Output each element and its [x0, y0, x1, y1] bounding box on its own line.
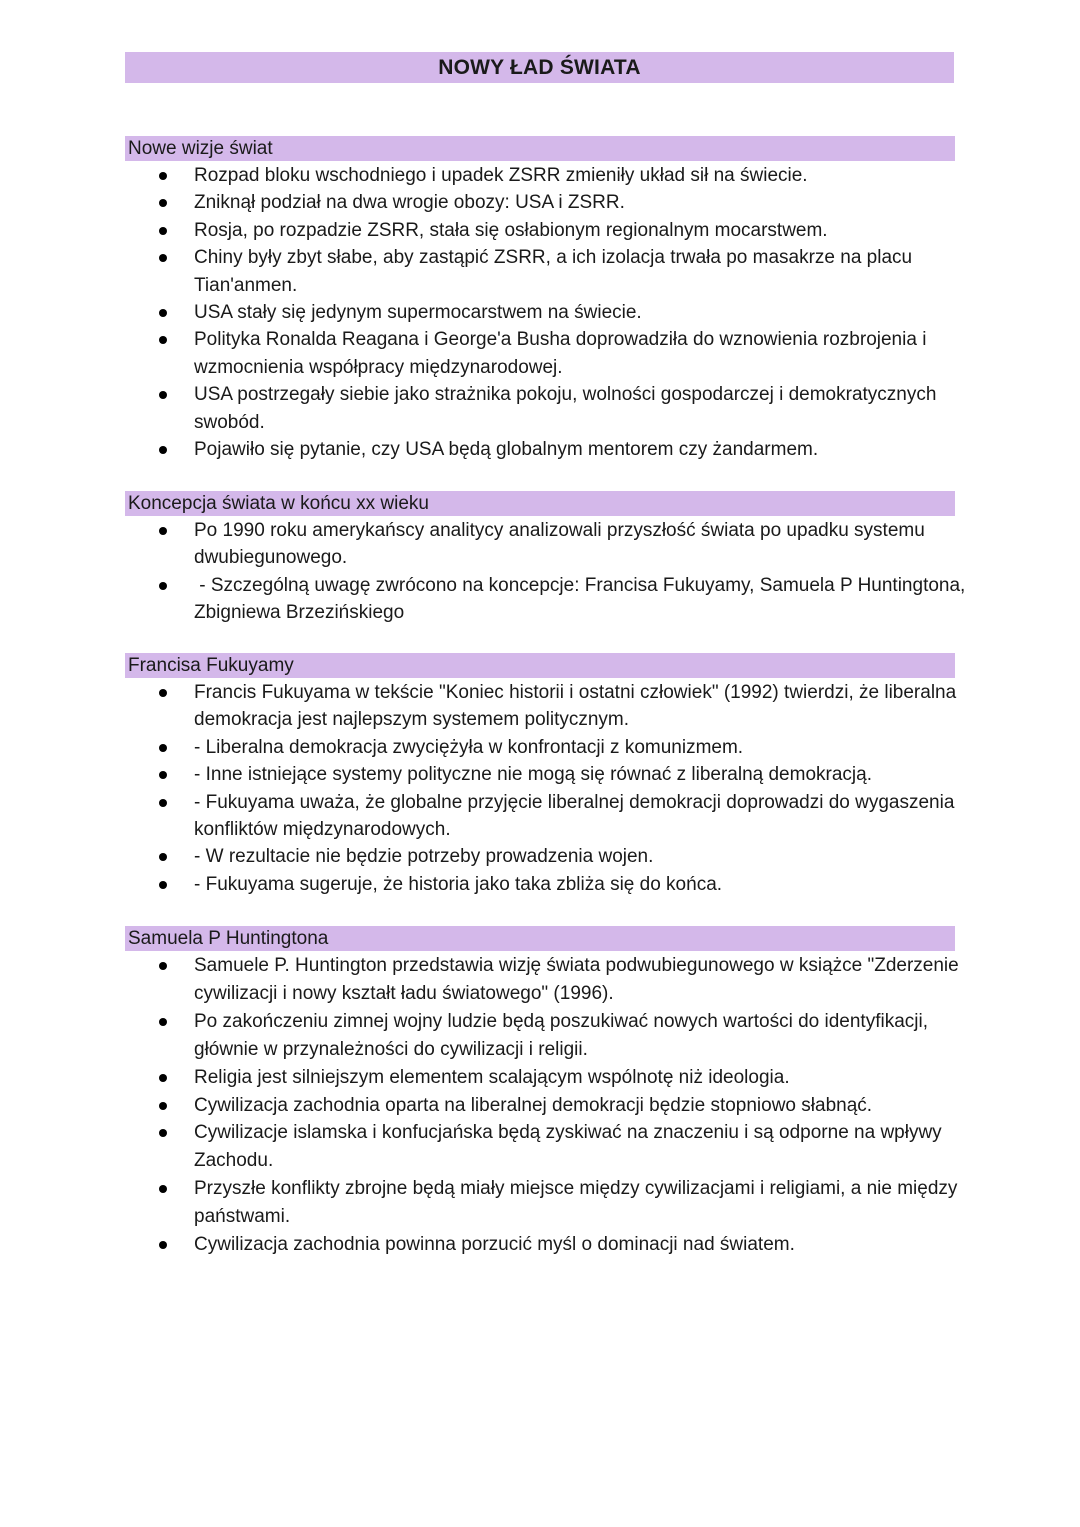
- list-item: [125, 1092, 974, 1120]
- list-item-text: - Szczególną uwagę zwrócono na koncepcje: Francisa Fukuyamy, Samuela P Huntingtona, Zbigniewa Brzezińskiego: [194, 574, 971, 624]
- list-item: [125, 189, 974, 216]
- bullet-icon: [159, 336, 167, 344]
- list-item: [125, 244, 974, 299]
- section-nowe-wizje: [125, 136, 955, 463]
- list-item: [125, 843, 974, 870]
- list-item-text: Cywilizacja zachodnia oparta na liberalnej demokracji będzie stopniowo słabnąć.: [194, 1094, 873, 1116]
- list-item-text: USA postrzegały siebie jako strażnika pokoju, wolności gospodarczej i demokratycznych swobód.: [194, 384, 937, 433]
- bullet-icon: [159, 1018, 167, 1026]
- bullet-icon: [159, 1074, 167, 1082]
- list-item-text: Cywilizacje islamska i konfucjańska będą zyskiwać na znaczeniu i są odporne na wpływy Zachodu.: [194, 1122, 942, 1172]
- list-item-text: - W rezultacie nie będzie potrzeby prowadzenia wojen.: [194, 846, 654, 868]
- list-item: [125, 1175, 974, 1231]
- list-item-text: Francis Fukuyama w tekście "Koniec historii i ostatni człowiek" (1992) twierdzi, że liberalna demokracja jest najlepszym systemem politycznym.: [194, 682, 957, 731]
- list-item: [125, 789, 974, 844]
- bullet-list: [125, 679, 955, 898]
- list-item: [125, 162, 974, 189]
- bullet-icon: [159, 1102, 167, 1110]
- bullet-list: [125, 517, 971, 627]
- list-item-text: Po 1990 roku amerykańscy analitycy analizowali przyszłość świata po upadku systemu dwubiegunowego.: [194, 520, 925, 569]
- bullet-icon: [159, 881, 167, 889]
- section-huntington: [125, 926, 959, 1259]
- list-item-text: - Fukuyama sugeruje, że historia jako taka zbliża się do końca.: [194, 873, 723, 895]
- bullet-icon: [159, 391, 167, 399]
- page-title: NOWY ŁAD ŚWIATA: [125, 52, 954, 83]
- list-item: [125, 1064, 974, 1092]
- list-item-text: Cywilizacja zachodnia powinna porzucić myśl o dominacji nad światem.: [194, 1234, 795, 1256]
- bullet-icon: [159, 172, 167, 180]
- list-item-text: - Inne istniejące systemy polityczne nie mogą się równać z liberalną demokracją.: [194, 764, 872, 786]
- list-item-text: Rosja, po rozpadzie ZSRR, stała się osłabionym regionalnym mocarstwem.: [194, 219, 828, 241]
- list-item: [125, 679, 974, 734]
- bullet-icon: [159, 527, 167, 535]
- bullet-list: [125, 162, 955, 463]
- list-item: [125, 1008, 974, 1064]
- section-fukuyama: [125, 653, 955, 898]
- bullet-icon: [159, 582, 167, 590]
- list-item-text: USA stały się jedynym supermocarstwem na świecie.: [194, 302, 642, 324]
- bullet-icon: [159, 771, 167, 779]
- bullet-icon: [159, 227, 167, 235]
- list-item: [125, 761, 974, 788]
- section-header: Koncepcja świata w końcu xx wieku: [125, 491, 955, 516]
- bullet-list: [125, 952, 959, 1259]
- list-item: [125, 1119, 974, 1175]
- bullet-icon: [159, 744, 167, 752]
- section-header: Francisa Fukuyamy: [125, 653, 955, 678]
- list-item-text: Chiny były zbyt słabe, aby zastąpić ZSRR, a ich izolacja trwała po masakrze na placu Tian'anmen.: [194, 247, 913, 296]
- list-item-text: - Fukuyama uważa, że globalne przyjęcie liberalnej demokracji doprowadzi do wygaszenia konfliktów międzynarodowych.: [194, 791, 955, 841]
- bullet-icon: [159, 254, 167, 262]
- bullet-icon: [159, 199, 167, 207]
- list-item-text: Polityka Ronalda Reagana i George'a Busha doprowadziła do wznowienia rozbrojenia i wzmocnienia współpracy międzynarodowej.: [194, 329, 927, 378]
- list-item: [125, 436, 974, 463]
- bullet-icon: [159, 799, 167, 807]
- list-item-text: Rozpad bloku wschodniego i upadek ZSRR zmieniły układ sił na świecie.: [194, 165, 808, 186]
- section-header: Samuela P Huntingtona: [125, 926, 955, 951]
- list-item: [125, 326, 974, 381]
- list-item-text: Religia jest silniejszym elementem scalającym wspólnotę niż ideologia.: [194, 1066, 790, 1088]
- bullet-icon: [159, 689, 167, 697]
- list-item-text: Zniknął podział na dwa wrogie obozy: USA i ZSRR.: [194, 192, 625, 214]
- list-item-text: Po zakończeniu zimnej wojny ludzie będą poszukiwać nowych wartości do identyfikacji, głównie w przynależności do cywilizacji i religii.: [194, 1010, 928, 1060]
- list-item: [125, 299, 974, 326]
- bullet-icon: [159, 853, 167, 861]
- bullet-icon: [159, 1185, 167, 1193]
- section-koncepcja: [125, 491, 971, 627]
- bullet-icon: [159, 309, 167, 317]
- bullet-icon: [159, 962, 167, 970]
- bullet-icon: [159, 1241, 167, 1249]
- list-item: [125, 217, 974, 244]
- list-item: [125, 871, 974, 898]
- list-item: [125, 572, 974, 627]
- list-item: [125, 381, 974, 436]
- section-header: Nowe wizje świat: [125, 136, 955, 161]
- list-item-text: - Liberalna demokracja zwyciężyła w konfrontacji z komunizmem.: [194, 736, 744, 758]
- list-item-text: Przyszłe konflikty zbrojne będą miały miejsce między cywilizacjami i religiami, a nie między państwami.: [194, 1178, 958, 1228]
- list-item: [125, 517, 974, 572]
- list-item: [125, 1231, 974, 1259]
- list-item: [125, 952, 974, 1008]
- bullet-icon: [159, 1129, 167, 1137]
- list-item-text: Samuele P. Huntington przedstawia wizję świata podwubiegunowego w książce "Zderzenie cywilizacji i nowy kształt ładu światowego" (1996).: [194, 955, 959, 1004]
- bullet-icon: [159, 446, 167, 454]
- list-item: [125, 734, 974, 761]
- list-item-text: Pojawiło się pytanie, czy USA będą globalnym mentorem czy żandarmem.: [194, 439, 819, 461]
